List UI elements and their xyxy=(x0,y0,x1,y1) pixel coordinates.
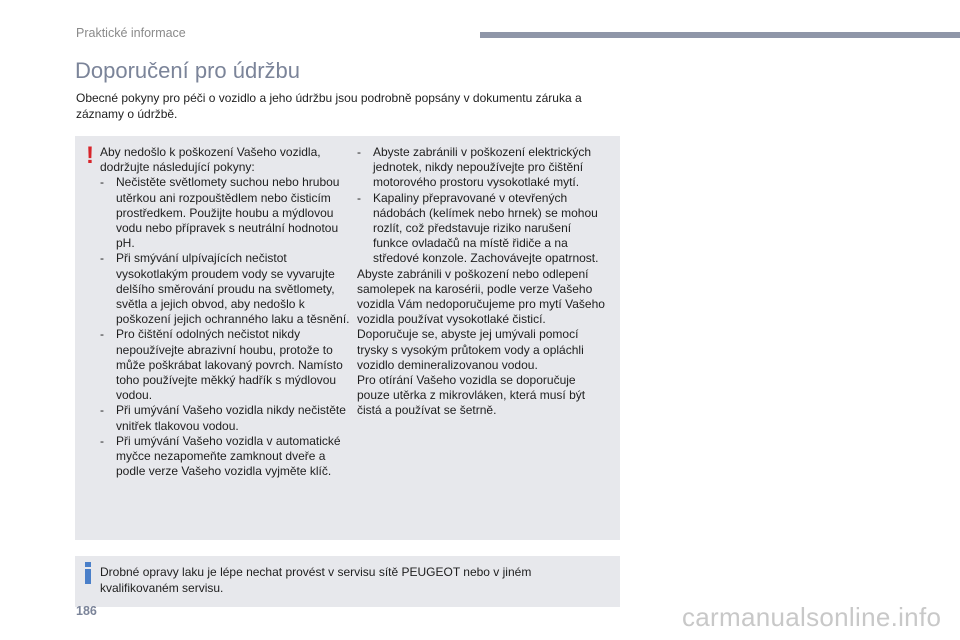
intro-paragraph: Obecné pokyny pro péči o vozidlo a jeho údržbu jsou podrobně popsány v dokumentu záruka a záznamy o údržbě. xyxy=(76,91,582,121)
info-icon xyxy=(85,562,91,584)
header-accent-bar xyxy=(480,32,960,38)
list-item-text: Při umývání Vašeho vozidla v automatické myčce nezapomeňte zamknout dveře a podle verze Vašeho vozidla vyjměte klíč. xyxy=(116,433,341,479)
list-item-text: Nečistěte světlomety suchou nebo hrubou utěrkou ani rozpouštědlem nebo čisticím prostředkem. Použijte houbu a mýdlovou vodu nebo přípravek s neutrální hodnotou pH. xyxy=(116,175,340,251)
exclamation-icon: ! xyxy=(86,142,94,169)
page-number: 186 xyxy=(76,604,97,618)
list-item: - Pro čištění odolných nečistot nikdy nepoužívejte abrazivní houbu, protože to může poškrábat lakovaný povrch. Namísto toho používejte měkký hadřík s mýdlovou vodou. xyxy=(100,327,343,403)
info-text: Drobné opravy laku je lépe nechat provést v servisu sítě PEUGEOT nebo v jiném kvalifikovaném servisu. xyxy=(100,565,532,595)
paragraph: Abyste zabránili v poškození nebo odlepení samolepek na karosérii, podle verze Vašeho vozidla Vám nedoporučujeme pro mytí Vašeho vozidla používat vysokotlaké čisticí. xyxy=(357,266,605,327)
page-title: Doporučení pro údržbu xyxy=(75,58,301,83)
paragraph: Doporučuje se, abyste jej umývali pomocí trysky s vysokým průtokem vody a opláchli vozidlo demineralizovanou vodou. xyxy=(357,327,584,372)
list-item: - Kapaliny přepravované v otevřených nádobách (kelímek nebo hrnek) se mohou rozlít, což představuje riziko narušení funkce ovladačů na místě řidiče a na středové konzole. Zachovávejte opatrnost. xyxy=(357,190,599,266)
section-label: Praktické informace xyxy=(76,26,186,40)
warning-right-column xyxy=(357,145,605,419)
list-item: - Při umývání Vašeho vozidla nikdy nečistěte vnitřek tlakovou vodou. xyxy=(100,403,346,433)
list-item-text: Pro čištění odolných nečistot nikdy nepoužívejte abrazivní houbu, protože to může poškrábat lakovaný povrch. Namísto toho používejte měkký hadřík s mýdlovou vodou. xyxy=(116,327,343,403)
list-item-text: Abyste zabránili v poškození elektrických jednotek, nikdy nepoužívejte pro čištění motorového prostoru vysokotlaké mytí. xyxy=(373,145,592,190)
warning-intro: Aby nedošlo k poškození Vašeho vozidla, dodržujte následující pokyny: xyxy=(100,145,321,175)
watermark: carmanualsonline.info xyxy=(682,602,942,632)
warning-left-column xyxy=(100,145,350,479)
list-item-text: Kapaliny přepravované v otevřených nádobách (kelímek nebo hrnek) se mohou rozlít, což představuje riziko narušení funkce ovladačů na místě řidiče a na středové konzole. Zachovávejte opatrnost. xyxy=(373,190,599,266)
list-item: - Nečistěte světlomety suchou nebo hrubou utěrkou ani rozpouštědlem nebo čisticím prostředkem. Použijte houbu a mýdlovou vodu nebo přípravek s neutrální hodnotou pH. xyxy=(100,175,340,251)
list-item: - Abyste zabránili v poškození elektrických jednotek, nikdy nepoužívejte pro čištění motorového prostoru vysokotlaké mytí. xyxy=(357,145,592,190)
list-item-text: Při smývání ulpívajících nečistot vysokotlakým proudem vody se vyvarujte delšího směrování proudu na světlomety, světla a jejich obvod, aby nedošlo k poškození jejich ochranného laku a těsnění. xyxy=(116,251,350,327)
paragraph: Pro otírání Vašeho vozidla se doporučuje pouze utěrka z mikrovláken, která musí být čistá a používat se šetrně. xyxy=(357,373,586,418)
list-item-text: Při umývání Vašeho vozidla nikdy nečistěte vnitřek tlakovou vodou. xyxy=(116,403,346,433)
list-item: - Při umývání Vašeho vozidla v automatické myčce nezapomeňte zamknout dveře a podle verze Vašeho vozidla vyjměte klíč. xyxy=(100,433,341,479)
list-item: - Při smývání ulpívajících nečistot vysokotlakým proudem vody se vyvarujte delšího směrování proudu na světlomety, světla a jejich obvod, aby nedošlo k poškození jejich ochranného laku a těsnění. xyxy=(100,251,350,327)
